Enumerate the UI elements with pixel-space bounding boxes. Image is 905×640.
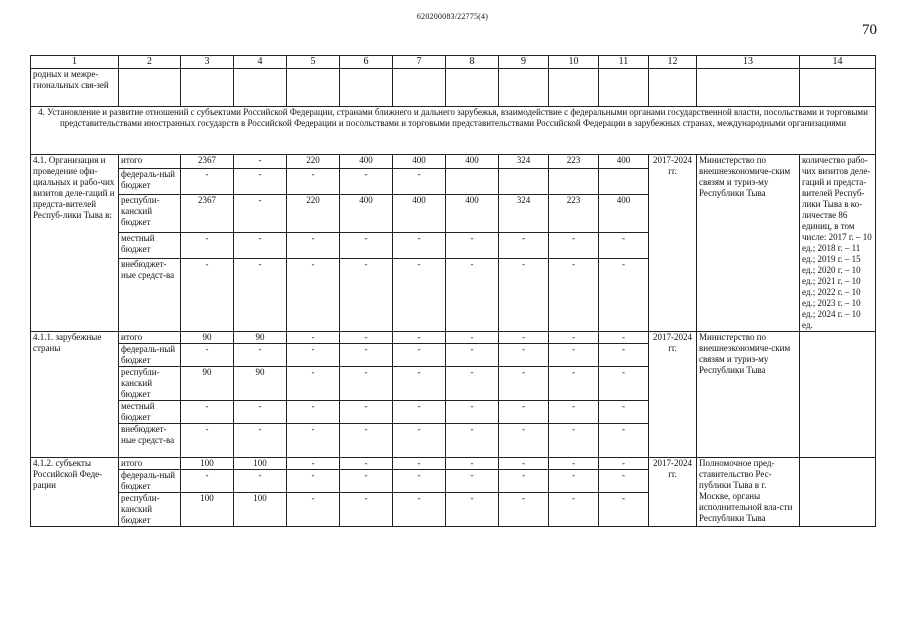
funding-value: - bbox=[287, 424, 340, 458]
funding-value: - bbox=[181, 401, 234, 424]
funding-source: местный бюджет bbox=[119, 233, 181, 259]
funding-value: - bbox=[234, 401, 287, 424]
col-header-4: 4 bbox=[234, 56, 287, 69]
funding-source: внебюджет-ные средст-ва bbox=[119, 259, 181, 332]
funding-value: - bbox=[499, 367, 549, 401]
program-table bbox=[30, 55, 876, 527]
funding-value: 400 bbox=[340, 194, 393, 233]
funding-value: - bbox=[287, 233, 340, 259]
funding-value: - bbox=[340, 259, 393, 332]
funding-value: - bbox=[287, 332, 340, 344]
col-header-13: 13 bbox=[697, 56, 800, 69]
funding-value: - bbox=[234, 344, 287, 367]
funding-value: - bbox=[599, 493, 649, 527]
col-header-8: 8 bbox=[446, 56, 499, 69]
col-header-2: 2 bbox=[119, 56, 181, 69]
col-header-7: 7 bbox=[393, 56, 446, 69]
carry-over-row bbox=[31, 69, 876, 107]
funding-value: - bbox=[234, 233, 287, 259]
funding-value: 400 bbox=[340, 155, 393, 169]
funding-value: - bbox=[287, 344, 340, 367]
funding-value: - bbox=[549, 367, 599, 401]
funding-value: - bbox=[499, 458, 549, 470]
funding-value: - bbox=[549, 401, 599, 424]
funding-value: 400 bbox=[599, 155, 649, 169]
funding-value: - bbox=[234, 470, 287, 493]
funding-value: - bbox=[599, 233, 649, 259]
funding-value: - bbox=[393, 367, 446, 401]
funding-value: - bbox=[446, 259, 499, 332]
table-row bbox=[31, 155, 876, 169]
funding-value: - bbox=[599, 367, 649, 401]
funding-value: - bbox=[599, 259, 649, 332]
funding-value: - bbox=[499, 332, 549, 344]
col-header-14: 14 bbox=[800, 56, 876, 69]
funding-value: - bbox=[181, 470, 234, 493]
funding-value bbox=[549, 168, 599, 194]
funding-value: - bbox=[234, 194, 287, 233]
funding-value: - bbox=[393, 233, 446, 259]
funding-value: - bbox=[181, 259, 234, 332]
funding-value: - bbox=[549, 424, 599, 458]
funding-value: - bbox=[446, 367, 499, 401]
funding-value: 400 bbox=[446, 155, 499, 169]
funding-value: - bbox=[499, 259, 549, 332]
col-header-12: 12 bbox=[649, 56, 697, 69]
responsible-executor: Полномочное пред-ставительство Рес-публики Тыва в г. Москве, органы исполнительной вла-сти Республики Тыва bbox=[697, 458, 800, 527]
funding-value: - bbox=[599, 344, 649, 367]
funding-value: 400 bbox=[446, 194, 499, 233]
funding-value: - bbox=[446, 424, 499, 458]
funding-value: - bbox=[393, 424, 446, 458]
funding-value: - bbox=[599, 470, 649, 493]
funding-value: - bbox=[499, 233, 549, 259]
funding-value: 324 bbox=[499, 194, 549, 233]
funding-value: - bbox=[287, 367, 340, 401]
funding-value: - bbox=[549, 259, 599, 332]
funding-value: - bbox=[393, 259, 446, 332]
funding-value: 400 bbox=[393, 194, 446, 233]
funding-value bbox=[499, 168, 549, 194]
funding-value: - bbox=[446, 493, 499, 527]
funding-value: - bbox=[287, 493, 340, 527]
funding-value: - bbox=[499, 424, 549, 458]
table-row bbox=[31, 332, 876, 344]
funding-value: - bbox=[599, 424, 649, 458]
funding-value: 400 bbox=[393, 155, 446, 169]
funding-value: - bbox=[340, 458, 393, 470]
funding-value: 223 bbox=[549, 194, 599, 233]
funding-value: - bbox=[393, 493, 446, 527]
carry-over-text: родных и межре-гиональных свя-зей bbox=[31, 69, 119, 107]
funding-value: - bbox=[340, 233, 393, 259]
implementation-period: 2017-2024 гг. bbox=[649, 458, 697, 527]
funding-value: - bbox=[549, 470, 599, 493]
funding-value: - bbox=[287, 168, 340, 194]
funding-value: 2367 bbox=[181, 194, 234, 233]
measure-name: 4.1.1. зарубежные страны bbox=[31, 332, 119, 458]
funding-source: внебюджет-ные средст-ва bbox=[119, 424, 181, 458]
responsible-executor: Министерство по внешнеэкономиче-ским связям и туриз-му Республики Тыва bbox=[697, 332, 800, 458]
funding-value: 2367 bbox=[181, 155, 234, 169]
funding-value: - bbox=[340, 493, 393, 527]
table-row bbox=[31, 458, 876, 470]
funding-value: - bbox=[340, 168, 393, 194]
implementation-period: 2017-2024 гг. bbox=[649, 332, 697, 458]
col-header-5: 5 bbox=[287, 56, 340, 69]
funding-value bbox=[446, 168, 499, 194]
funding-value: - bbox=[287, 401, 340, 424]
funding-value: - bbox=[393, 458, 446, 470]
target-indicator: количество рабо-чих визитов деле-гаций и предста-вителей Респуб-лики Тыва в ко-личестве 86 единиц, в том числе: 2017 г. – 10 ед.; 2018 г. – 11 ед.; 2019 г. – 15 ед.; 2020 г. – 10 ед.; 2021 г. – 10 ед.; 2022 г. – 10 ед.; 2023 г. – 10 ед.; 2024 г. – 10 ед. bbox=[800, 155, 876, 332]
measure-name: 4.1. Организация и проведение офи-циальных и рабо-чих визитов деле-гаций и предста-вителей Респуб-лики Тыва в: bbox=[31, 155, 119, 332]
funding-value: - bbox=[499, 470, 549, 493]
funding-value: 100 bbox=[234, 493, 287, 527]
funding-value: - bbox=[599, 458, 649, 470]
funding-value: - bbox=[393, 344, 446, 367]
funding-value: 90 bbox=[234, 367, 287, 401]
funding-value: - bbox=[393, 332, 446, 344]
funding-value: - bbox=[393, 168, 446, 194]
funding-value: - bbox=[287, 458, 340, 470]
funding-value: 220 bbox=[287, 194, 340, 233]
funding-value: - bbox=[181, 344, 234, 367]
funding-value: - bbox=[181, 424, 234, 458]
col-header-11: 11 bbox=[599, 56, 649, 69]
funding-value: - bbox=[340, 424, 393, 458]
funding-source: федераль-ный бюджет bbox=[119, 168, 181, 194]
funding-value: - bbox=[549, 493, 599, 527]
funding-value: - bbox=[234, 259, 287, 332]
funding-value: 220 bbox=[287, 155, 340, 169]
funding-source: итого bbox=[119, 332, 181, 344]
funding-source: итого bbox=[119, 155, 181, 169]
col-header-3: 3 bbox=[181, 56, 234, 69]
document-id: 620200083/22775(4) bbox=[416, 12, 489, 21]
funding-value: - bbox=[446, 233, 499, 259]
funding-value: 90 bbox=[181, 332, 234, 344]
funding-value: 223 bbox=[549, 155, 599, 169]
funding-value: - bbox=[499, 401, 549, 424]
funding-source: республи-канский бюджет bbox=[119, 367, 181, 401]
funding-value: - bbox=[549, 233, 599, 259]
funding-value: - bbox=[446, 470, 499, 493]
funding-value: - bbox=[549, 344, 599, 367]
funding-source: федераль-ный бюджет bbox=[119, 470, 181, 493]
funding-value: - bbox=[549, 458, 599, 470]
col-header-10: 10 bbox=[549, 56, 599, 69]
funding-value: 90 bbox=[234, 332, 287, 344]
funding-value: 100 bbox=[181, 458, 234, 470]
funding-value: - bbox=[181, 233, 234, 259]
funding-value: - bbox=[393, 470, 446, 493]
column-header-row bbox=[31, 56, 876, 69]
target-indicator bbox=[800, 458, 876, 527]
funding-value: - bbox=[446, 344, 499, 367]
funding-value: 90 bbox=[181, 367, 234, 401]
page-number: 70 bbox=[862, 22, 877, 38]
measure-name: 4.1.2. субъекты Российской Феде-рации bbox=[31, 458, 119, 527]
funding-value: - bbox=[340, 344, 393, 367]
funding-value: - bbox=[599, 332, 649, 344]
table-body bbox=[31, 56, 876, 527]
funding-value bbox=[599, 168, 649, 194]
funding-value: - bbox=[393, 401, 446, 424]
funding-value: - bbox=[549, 332, 599, 344]
responsible-executor: Министерство по внешнеэкономиче-ским связям и туриз-му Республики Тыва bbox=[697, 155, 800, 332]
funding-source: федераль-ный бюджет bbox=[119, 344, 181, 367]
section-title: 4. Установление и развитие отношений с субъектами Российской Федерации, странами ближнего и дальнего зарубежья, взаимодействие с федеральными органами государственной власти, посольствами и торговыми представительствами иностранных государств в Российской Федерации и посольствами и торговыми представительствами Российской Федерации в зарубежных странах, международными организациями bbox=[31, 107, 876, 155]
funding-value: - bbox=[287, 259, 340, 332]
funding-value: 100 bbox=[181, 493, 234, 527]
funding-source: местный бюджет bbox=[119, 401, 181, 424]
funding-value: - bbox=[340, 367, 393, 401]
funding-value: - bbox=[287, 470, 340, 493]
col-header-6: 6 bbox=[340, 56, 393, 69]
funding-source: республи-канский бюджет bbox=[119, 194, 181, 233]
funding-value: - bbox=[499, 493, 549, 527]
funding-value: 100 bbox=[234, 458, 287, 470]
funding-value: - bbox=[340, 470, 393, 493]
section-row bbox=[31, 107, 876, 155]
funding-value: - bbox=[234, 168, 287, 194]
funding-value: - bbox=[446, 332, 499, 344]
funding-value: - bbox=[340, 401, 393, 424]
target-indicator bbox=[800, 332, 876, 458]
funding-source: итого bbox=[119, 458, 181, 470]
implementation-period: 2017-2024 гг. bbox=[649, 155, 697, 332]
funding-value: - bbox=[340, 332, 393, 344]
col-header-9: 9 bbox=[499, 56, 549, 69]
funding-value: - bbox=[446, 458, 499, 470]
funding-value: - bbox=[234, 155, 287, 169]
funding-value: - bbox=[234, 424, 287, 458]
funding-value: - bbox=[599, 401, 649, 424]
funding-value: 400 bbox=[599, 194, 649, 233]
col-header-1: 1 bbox=[31, 56, 119, 69]
funding-source: республи-канский бюджет bbox=[119, 493, 181, 527]
funding-value: - bbox=[499, 344, 549, 367]
funding-value: 324 bbox=[499, 155, 549, 169]
funding-value: - bbox=[181, 168, 234, 194]
funding-value: - bbox=[446, 401, 499, 424]
